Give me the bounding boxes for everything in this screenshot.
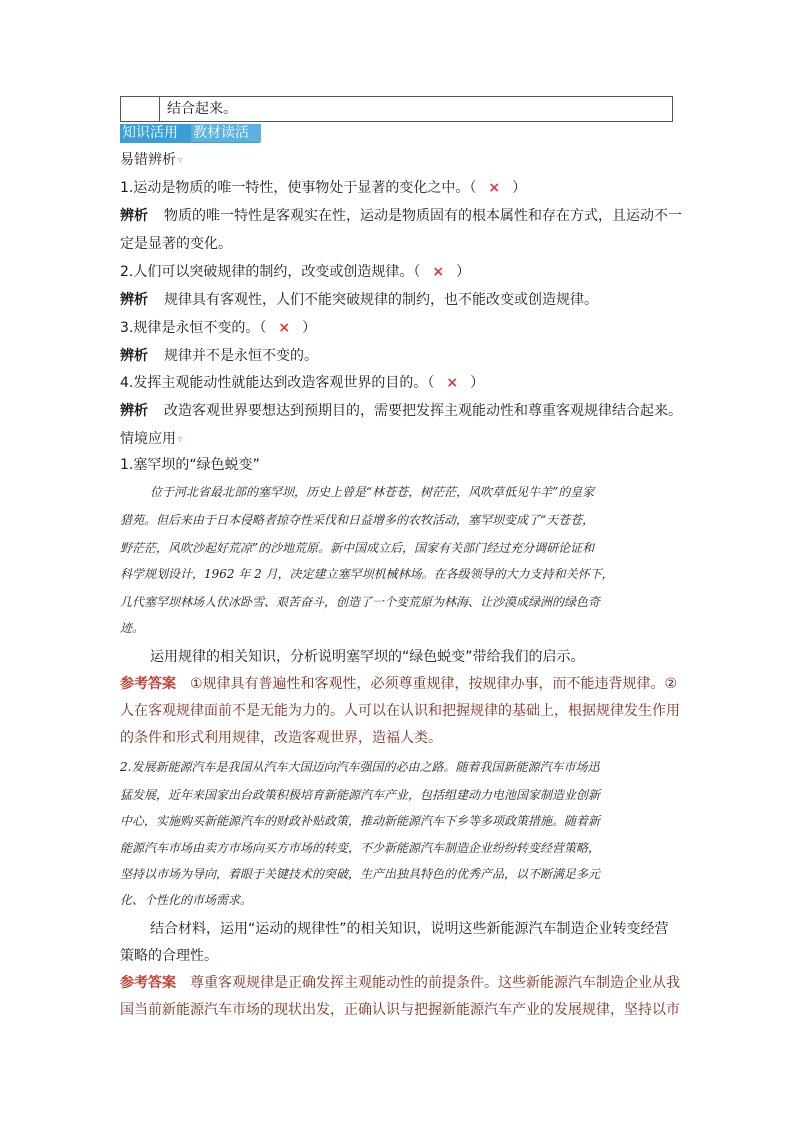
case-2-question-line: 策略的合理性。 <box>120 948 218 964</box>
analysis-text: 改造客观世界要想达到预期目的，需要把发挥主观能动性和尊重客观规律结合起来。 <box>164 403 682 419</box>
case-2-material-line: 坚持以市场为导向，着眼于关键技术的突破，生产出独具特色的优秀产品，以不断满足多元 <box>120 867 601 881</box>
analysis-2 <box>120 289 598 311</box>
cross-icon: × <box>488 180 501 196</box>
case-2-question: 结合材料，运用“运动的规律性”的相关知识，说明这些新能源汽车制造企业转变经营 <box>150 921 669 937</box>
case-2-material-line: 猛发展，近年来国家出台政策积极培育新能源汽车产业，包括组建动力电池国家制造业创新 <box>120 788 601 802</box>
case-1-material-line: 迹。 <box>120 621 145 635</box>
case-1-title: 1.塞罕坝的“绿色蜕变” <box>120 457 260 473</box>
question-4 <box>120 372 484 394</box>
section-tag-textbook: 教材读活 <box>191 124 261 142</box>
chevron-down-icon: ▿ <box>178 435 183 445</box>
case-1-answer-line: 的条件和形式利用规律，改造客观世界，造福人类。 <box>120 730 442 746</box>
table-row <box>120 96 673 122</box>
analysis-1 <box>120 205 682 227</box>
analysis-label: 辨析 <box>120 403 148 419</box>
cross-icon: × <box>446 375 459 391</box>
case-2-answer-line: 国当前新能源汽车市场的现状出发，正确认识与把握新能源汽车产业的发展规律，坚持以市 <box>120 1002 680 1018</box>
question-text: 3.规律是永恒不变的。（ <box>120 320 267 336</box>
question-close: ） <box>456 264 471 280</box>
chevron-down-icon: ▿ <box>178 156 183 166</box>
question-1 <box>120 177 526 199</box>
analysis-label: 辨析 <box>120 292 148 308</box>
case-2-answer <box>120 972 680 994</box>
section-heading-text: 易错辨析 <box>120 152 176 168</box>
analysis-3 <box>120 345 318 367</box>
table-divider <box>159 97 160 121</box>
section-tag-knowledge: 知识活用 <box>120 124 192 142</box>
case-2-material-line: 2.发展新能源汽车是我国从汽车大国迈向汽车强国的必由之路。随着我国新能源汽车市场迅 <box>120 760 600 774</box>
case-1-answer <box>120 673 677 695</box>
section-heading-situation <box>120 428 183 451</box>
analysis-text: 规律具有客观性，人们不能突破规律的制约，也不能改变或创造规律。 <box>164 292 598 308</box>
case-2-material-line: 能源汽车市场由卖方市场向买方市场的转变，不少新能源汽车制造企业纷纷转变经营策略， <box>120 841 601 855</box>
cross-icon: × <box>278 320 291 336</box>
section-heading-text: 情境应用 <box>120 431 176 447</box>
section-heading-easy-errors <box>120 149 183 172</box>
analysis-label: 辨析 <box>120 348 148 364</box>
answer-label: 参考答案 <box>120 975 176 991</box>
case-1-material-line: 几代塞罕坝林场人伏冰卧雪、艰苦奋斗，创造了一个变荒原为林海、让沙漠成绿洲的绿色奇 <box>120 595 601 609</box>
analysis-text: 物质的唯一特性是客观实在性，运动是物质固有的根本属性和存在方式，且运动不一 <box>164 208 682 224</box>
question-2 <box>120 261 470 283</box>
case-1-question: 运用规律的相关知识，分析说明塞罕坝的“绿色蜕变”带给我们的启示。 <box>150 649 585 665</box>
tag-underline <box>120 142 260 143</box>
analysis-label: 辨析 <box>120 208 148 224</box>
analysis-4 <box>120 400 682 422</box>
case-1-material-line: 科学规划设计，1962 年 2 月，决定建立塞罕坝机械林场。在各级领导的大力支持和关怀下， <box>120 567 614 581</box>
question-text: 4.发挥主观能动性就能达到改造客观世界的目的。（ <box>120 375 435 391</box>
case-2-material-line: 化、个性化的市场需求。 <box>120 893 253 907</box>
question-close: ） <box>302 320 317 336</box>
case-1-answer-line: 人在客观规律面前不是无能为力的。人可以在认识和把握规律的基础上，根据规律发生作用 <box>120 703 680 719</box>
cross-icon: × <box>432 264 445 280</box>
question-text: 2.人们可以突破规律的制约，改变或创造规律。（ <box>120 264 421 280</box>
table-cell: 结合起来。 <box>167 101 237 117</box>
question-3 <box>120 317 316 339</box>
case-1-material-line: 位于河北省最北部的塞罕坝，历史上曾是“林苍苍，树茫茫，风吹草低见牛羊”的皇家 <box>150 485 595 499</box>
answer-text: 尊重客观规律是正确发挥主观能动性的前提条件。这些新能源汽车制造企业从我 <box>190 975 680 991</box>
answer-label: 参考答案 <box>120 676 176 692</box>
analysis-1-continued: 定是显著的变化。 <box>120 236 232 252</box>
question-close: ） <box>470 375 485 391</box>
case-2-material-line: 中心，实施购买新能源汽车的财政补贴政策，推动新能源汽车下乡等多项政策措施。随着新 <box>120 814 601 828</box>
case-1-material-line: 猎苑。但后来由于日本侵略者掠夺性采伐和日益增多的农牧活动，塞罕坝变成了“天苍苍， <box>120 513 595 527</box>
question-text: 1.运动是物质的唯一特性，使事物处于显著的变化之中。（ <box>120 180 477 196</box>
question-close: ） <box>512 180 527 196</box>
analysis-text: 规律并不是永恒不变的。 <box>164 348 318 364</box>
case-1-material-line: 野茫茫，风吹沙起好荒凉”的沙地荒原。新中国成立后，国家有关部门经过充分调研论证和 <box>120 541 595 555</box>
answer-text: ①规律具有普遍性和客观性，必须尊重规律，按规律办事，而不能违背规律。② <box>190 676 678 692</box>
